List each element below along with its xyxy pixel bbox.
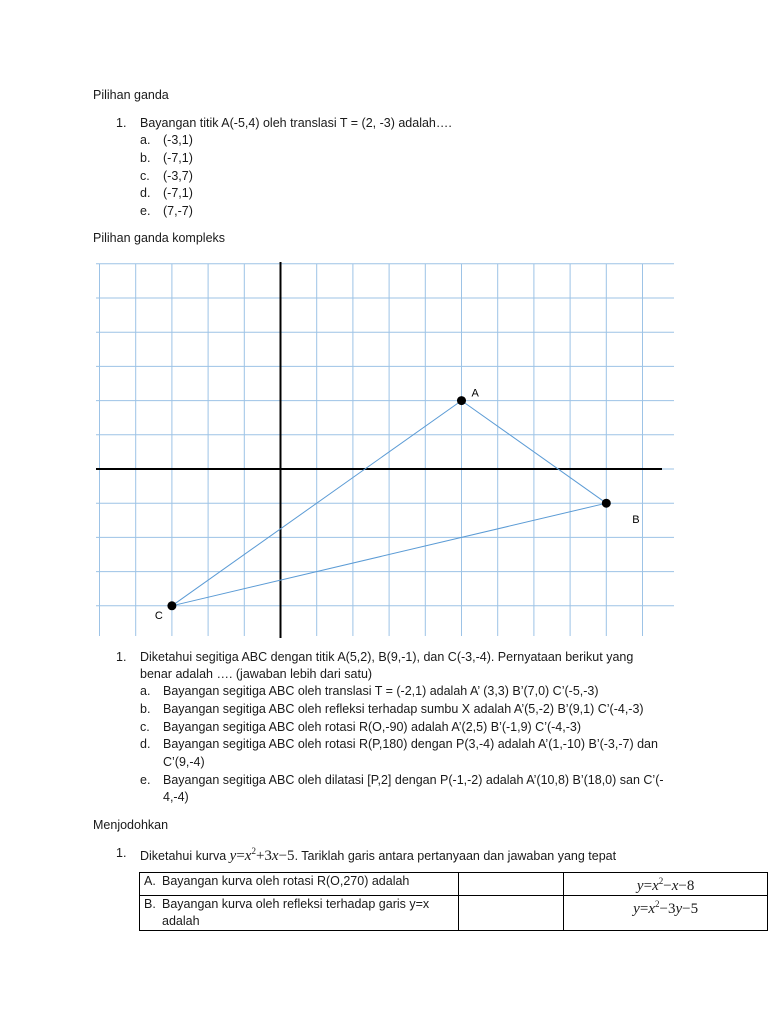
option-text: Bayangan segitiga ABC oleh dilatasi [P,2] dengan P(-1,-2) adalah A’(10,8) B’(18,0) san C’(- (163, 773, 664, 787)
blank-cell (459, 896, 564, 931)
question-text-line: Diketahui segitiga ABC dengan titik A(5,2), B(9,-1), dan C(-3,-4). Pernyataan berikut yang (140, 650, 634, 664)
option-label: c. (140, 169, 150, 183)
option-text: (-7,1) (163, 186, 193, 200)
answer-equation: $y=x^2-3y-5$ (633, 899, 699, 917)
grid-lines (96, 264, 674, 636)
option-label: e. (140, 773, 151, 787)
option-label: c. (140, 720, 150, 734)
option-label: d. (140, 737, 151, 751)
option-text: (-3,7) (163, 169, 193, 183)
table-row (140, 873, 768, 896)
option-label: b. (140, 702, 151, 716)
question-suffix: . Tariklah garis antara pertanyaan dan jawaban yang tepat (294, 849, 617, 863)
point-label-c: C (154, 609, 163, 622)
option-text-continued: C’(9,-4) (163, 755, 205, 769)
triangle-abc (155, 388, 640, 622)
matching-question (140, 846, 616, 865)
answer-cell (564, 896, 768, 931)
curve-equation: $y=x^2+3x-5$ (229, 846, 295, 864)
option-label: b. (140, 151, 151, 165)
point-label-b: B (632, 514, 640, 527)
option-text: (-3,1) (163, 133, 193, 147)
question-cell (140, 896, 459, 931)
section-title-complex-choice: Pilihan ganda kompleks (93, 231, 226, 245)
answer-cell (564, 873, 768, 896)
row-text: Bayangan kurva oleh refleksi terhadap garis y=x (162, 897, 430, 911)
option-text-continued: 4,-4) (163, 790, 189, 804)
coordinate-grid (96, 262, 678, 638)
option-text: (-7,1) (163, 151, 193, 165)
row-label: B. (144, 897, 156, 911)
option-label: e. (140, 204, 151, 218)
option-text: (7,-7) (163, 204, 193, 218)
option-text: Bayangan segitiga ABC oleh rotasi R(P,180) dengan P(3,-4) adalah A’(1,-10) B’(-3,-7) dan (163, 737, 658, 751)
question-number: 1. (116, 116, 127, 130)
option-text: Bayangan segitiga ABC oleh refleksi terhadap sumbu X adalah A’(5,-2) B’(9,1) C’(-4,-3) (163, 702, 644, 716)
answer-equation: $y=x^2-x-8$ (636, 876, 695, 894)
question-number: 1. (116, 846, 127, 860)
option-text: Bayangan segitiga ABC oleh translasi T = (-2,1) adalah A’ (3,3) B’(7,0) C’(-5,-3) (163, 684, 599, 698)
row-label: A. (144, 874, 156, 888)
question-number: 1. (116, 650, 127, 664)
section-title-multiple-choice: Pilihan ganda (93, 88, 169, 102)
section-title-matching: Menjodohkan (93, 818, 169, 832)
option-text: Bayangan segitiga ABC oleh rotasi R(O,-90) adalah A’(2,5) B’(-1,9) C’(-4,-3) (163, 720, 582, 734)
point-a (457, 396, 466, 405)
point-c (167, 601, 176, 610)
option-label: a. (140, 684, 151, 698)
table-row (140, 896, 768, 931)
question-text-line: benar adalah …. (jawaban lebih dari satu) (140, 667, 373, 681)
point-b (602, 499, 611, 508)
row-text-continued: adalah (162, 914, 200, 928)
matching-table (139, 872, 768, 931)
blank-cell (459, 873, 564, 896)
question-cell (140, 873, 459, 896)
point-label-a: A (471, 387, 479, 400)
question-text: Bayangan titik A(-5,4) oleh translasi T = (2, -3) adalah…. (140, 116, 452, 130)
option-label: d. (140, 186, 151, 200)
row-text: Bayangan kurva oleh rotasi R(O,270) adalah (162, 874, 410, 888)
question-prefix: Diketahui kurva (140, 849, 227, 863)
option-label: a. (140, 133, 151, 147)
